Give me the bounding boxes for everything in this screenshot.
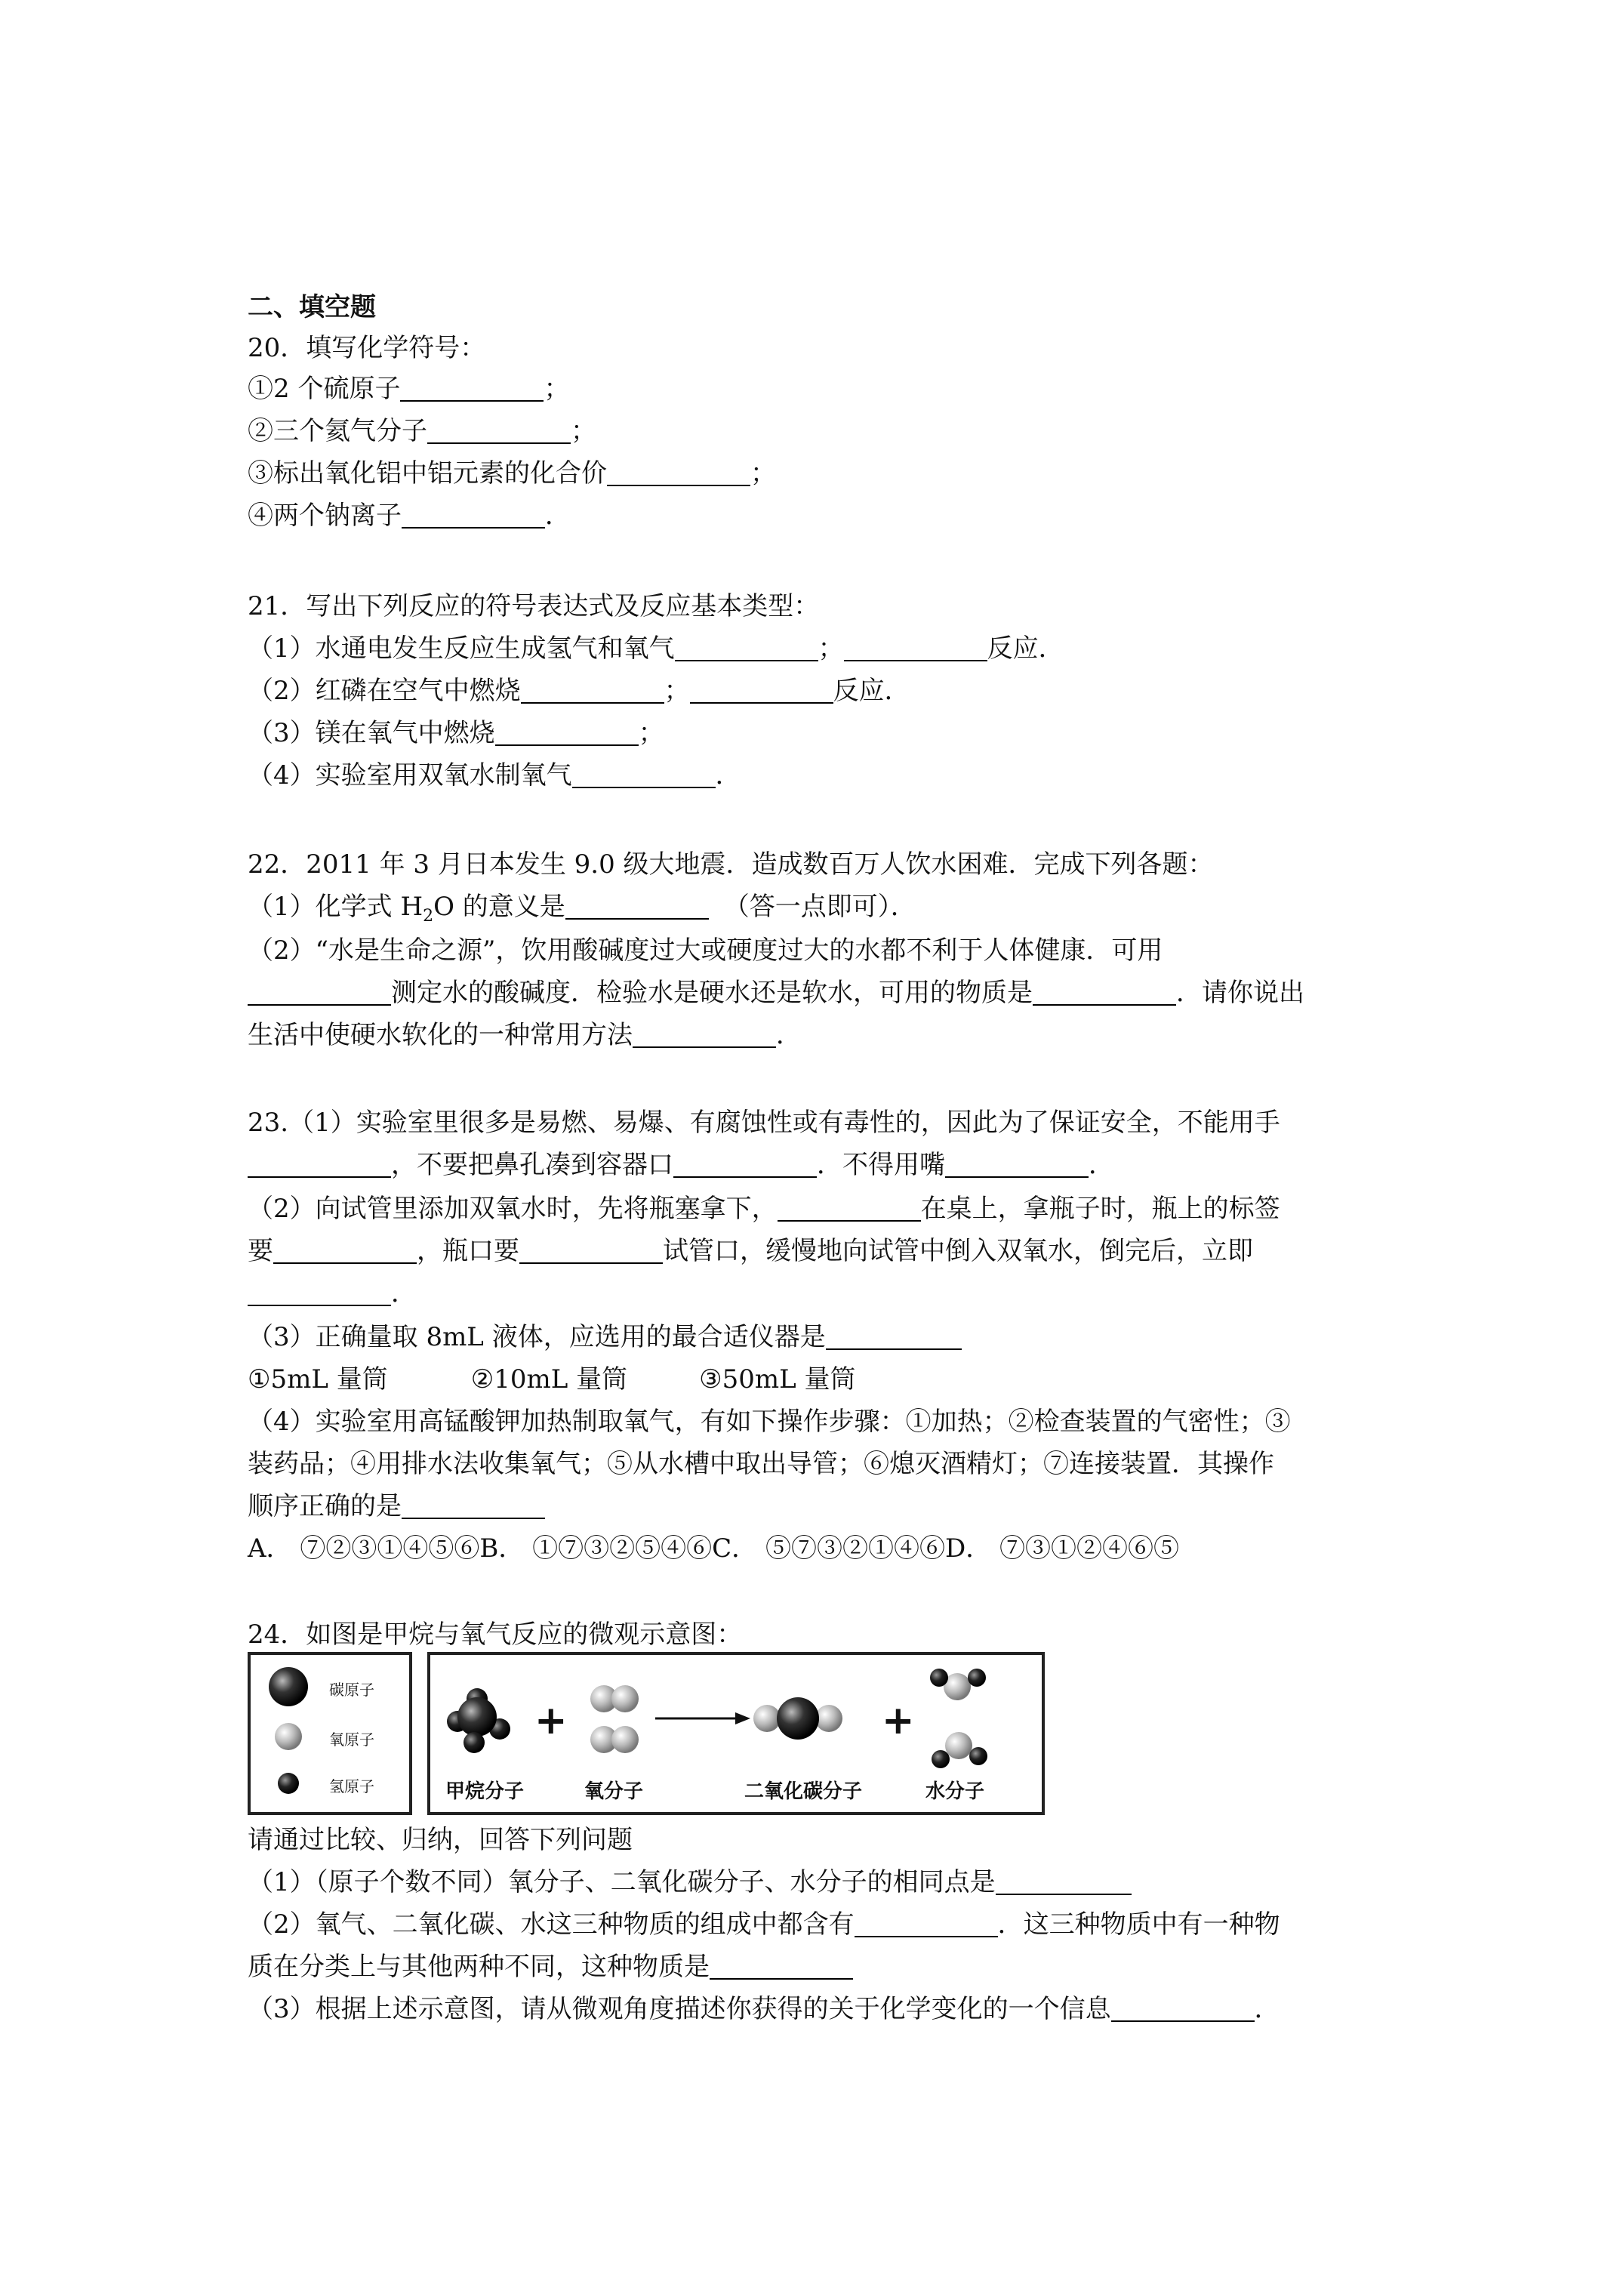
answer-blank[interactable]	[402, 1490, 545, 1519]
q23-line-10: 顺序正确的是	[248, 1487, 1395, 1525]
answer-blank[interactable]	[673, 1149, 817, 1178]
q20-item-4: ④两个钠离子 ．	[248, 501, 571, 531]
answer-blank[interactable]	[572, 760, 716, 788]
legend-label-carbon: 碳原子	[329, 1681, 374, 1699]
label-water: 水分子	[925, 1780, 985, 1803]
q23-line-9: 装药品；④用排水法收集氧气；⑤从水槽中取出导管；⑥熄灭酒精灯；⑦连接装置．其操作	[248, 1449, 1274, 1479]
plus-sign-icon: +	[882, 1698, 915, 1743]
q24-after-figure: 请通过比较、归纳，回答下列问题	[248, 1825, 633, 1855]
label-oxygen-molecule: 氧分子	[584, 1780, 644, 1803]
answer-blank[interactable]	[710, 1951, 853, 1980]
q23-options-3	[248, 1361, 1395, 1398]
reaction-diagram	[427, 1652, 1045, 1815]
q21-item-1: （1）水通电发生反应生成氢气和氧气 ； 反应．	[248, 633, 1064, 664]
answer-blank[interactable]	[400, 373, 544, 402]
q24-stem: 24．如图是甲烷与氧气反应的微观示意图：	[248, 1620, 743, 1650]
answer-blank[interactable]	[945, 1149, 1089, 1178]
answer-blank[interactable]	[273, 1235, 417, 1264]
q23-line-6: （3）正确量取 8mL 液体，应选用的最合适仪器是	[248, 1318, 1395, 1356]
answer-blank[interactable]	[519, 1235, 663, 1264]
plus-sign-icon: +	[534, 1698, 568, 1743]
answer-blank[interactable]	[996, 1866, 1132, 1895]
answer-blank[interactable]	[565, 891, 709, 920]
answer-blank[interactable]	[521, 675, 664, 704]
answer-blank[interactable]	[855, 1909, 998, 1937]
oxygen-molecule-icon	[590, 1685, 639, 1753]
answer-blank[interactable]	[633, 1019, 776, 1048]
q21-item-2: （2）红磷在空气中燃烧 ； 反应．	[248, 676, 910, 706]
answer-blank[interactable]	[1033, 977, 1176, 1006]
label-methane: 甲烷分子	[445, 1780, 525, 1803]
reaction-arrow-icon	[655, 1712, 750, 1724]
answer-blank[interactable]	[778, 1193, 921, 1222]
answer-blank[interactable]	[607, 458, 750, 486]
q22-stem: 22．2011 年 3 月日本发生 9.0 级大地震．造成数百万人饮水困难．完成下列各题：	[248, 849, 1214, 880]
q23-choices: A． ⑦②③①④⑤⑥B． ①⑦③②⑤④⑥C． ⑤⑦③②①④⑥D． ⑦③①②④⑥⑤	[248, 1533, 1180, 1564]
answer-blank[interactable]	[495, 717, 639, 746]
legend-label-hydrogen: 氢原子	[329, 1777, 374, 1795]
q23-line-5: ．	[248, 1274, 1395, 1312]
q22-part-2-line-3: 生活中使硬水软化的一种常用方法 ．	[248, 1020, 802, 1050]
option-5ml: ①5mL 量筒	[248, 1364, 388, 1395]
answer-blank[interactable]	[690, 675, 833, 704]
answer-blank[interactable]	[248, 1149, 391, 1178]
section-title: 二、填空题	[248, 292, 376, 322]
q21-item-3: （3）镁在氧气中燃烧 ；	[248, 718, 664, 748]
hydrogen-atom-icon	[278, 1773, 299, 1794]
q22-part-2-line-1: （2）“水是生命之源”，饮用酸碱度过大或硬度过大的水都不利于人体健康．可用	[248, 935, 1163, 966]
q24-part-3: （3）根据上述示意图，请从微观角度描述你获得的关于化学变化的一个信息 ．	[248, 1994, 1280, 2024]
answer-blank[interactable]	[1111, 1993, 1255, 2022]
q22-part-2-line-2: 测定水的酸碱度．检验水是硬水还是软水，可用的物质是 ．请你说出	[248, 974, 1395, 1012]
option-50ml: ③50mL 量筒	[699, 1364, 856, 1395]
answer-blank[interactable]	[826, 1321, 962, 1350]
q20-stem: 20．填写化学符号：	[248, 333, 486, 363]
q24-part-2-line-1: （2）氧气、二氧化碳、水这三种物质的组成中都含有 ．这三种物质中有一种物	[248, 1909, 1280, 1940]
label-carbon-dioxide: 二氧化碳分子	[744, 1780, 863, 1803]
q20-item-1: ①2 个硫原子 ；	[248, 374, 570, 404]
answer-blank[interactable]	[402, 500, 545, 529]
legend-label-oxygen: 氧原子	[329, 1730, 374, 1749]
option-10ml: ②10mL 量筒	[470, 1364, 628, 1395]
q20-item-2: ②三个氦气分子 ；	[248, 416, 596, 446]
carbon-atom-icon	[269, 1667, 308, 1706]
q24-part-1: （1）（原子个数不同）氧分子、二氧化碳分子、水分子的相同点是	[248, 1863, 1395, 1901]
q23-line-1: 23.（1）实验室里很多是易燃、易爆、有腐蚀性或有毒性的，因此为了保证安全，不能用手	[248, 1108, 1280, 1138]
q21-item-4: （4）实验室用双氧水制氧气 ．	[248, 760, 741, 791]
answer-blank[interactable]	[248, 1277, 391, 1306]
answer-blank[interactable]	[248, 977, 391, 1006]
q23-line-8: （4）实验室用高锰酸钾加热制取氧气，有如下操作步骤：①加热；②检查装置的气密性；③	[248, 1407, 1291, 1437]
q21-stem: 21．写出下列反应的符号表达式及反应基本类型：	[248, 591, 820, 621]
q23-line-2: ，不要把鼻孔凑到容器口 ．不得用嘴 ．	[248, 1146, 1395, 1184]
q23-line-3: （2）向试管里添加双氧水时，先将瓶塞拿下， 在桌上，拿瓶子时，瓶上的标签	[248, 1194, 1280, 1224]
carbon-dioxide-molecule-icon	[753, 1697, 842, 1740]
q24-part-2-line-2: 质在分类上与其他两种不同，这种物质是	[248, 1948, 1395, 1986]
q23-line-4: 要 ，瓶口要 试管口，缓慢地向试管中倒入双氧水，倒完后，立即	[248, 1236, 1253, 1266]
atom-legend	[248, 1652, 412, 1815]
q22-part-1: （1）化学式 $H_2O$ 的意义是 （答一点即可）．	[248, 892, 916, 926]
q20-item-3: ③标出氧化铝中铝元素的化合价 ；	[248, 458, 776, 488]
oxygen-atom-icon	[275, 1723, 302, 1750]
answer-blank[interactable]	[844, 633, 987, 661]
water-molecule-icon	[930, 1669, 987, 1768]
answer-blank[interactable]	[427, 415, 571, 444]
answer-blank[interactable]	[675, 633, 818, 661]
methane-molecule-icon	[447, 1688, 510, 1753]
